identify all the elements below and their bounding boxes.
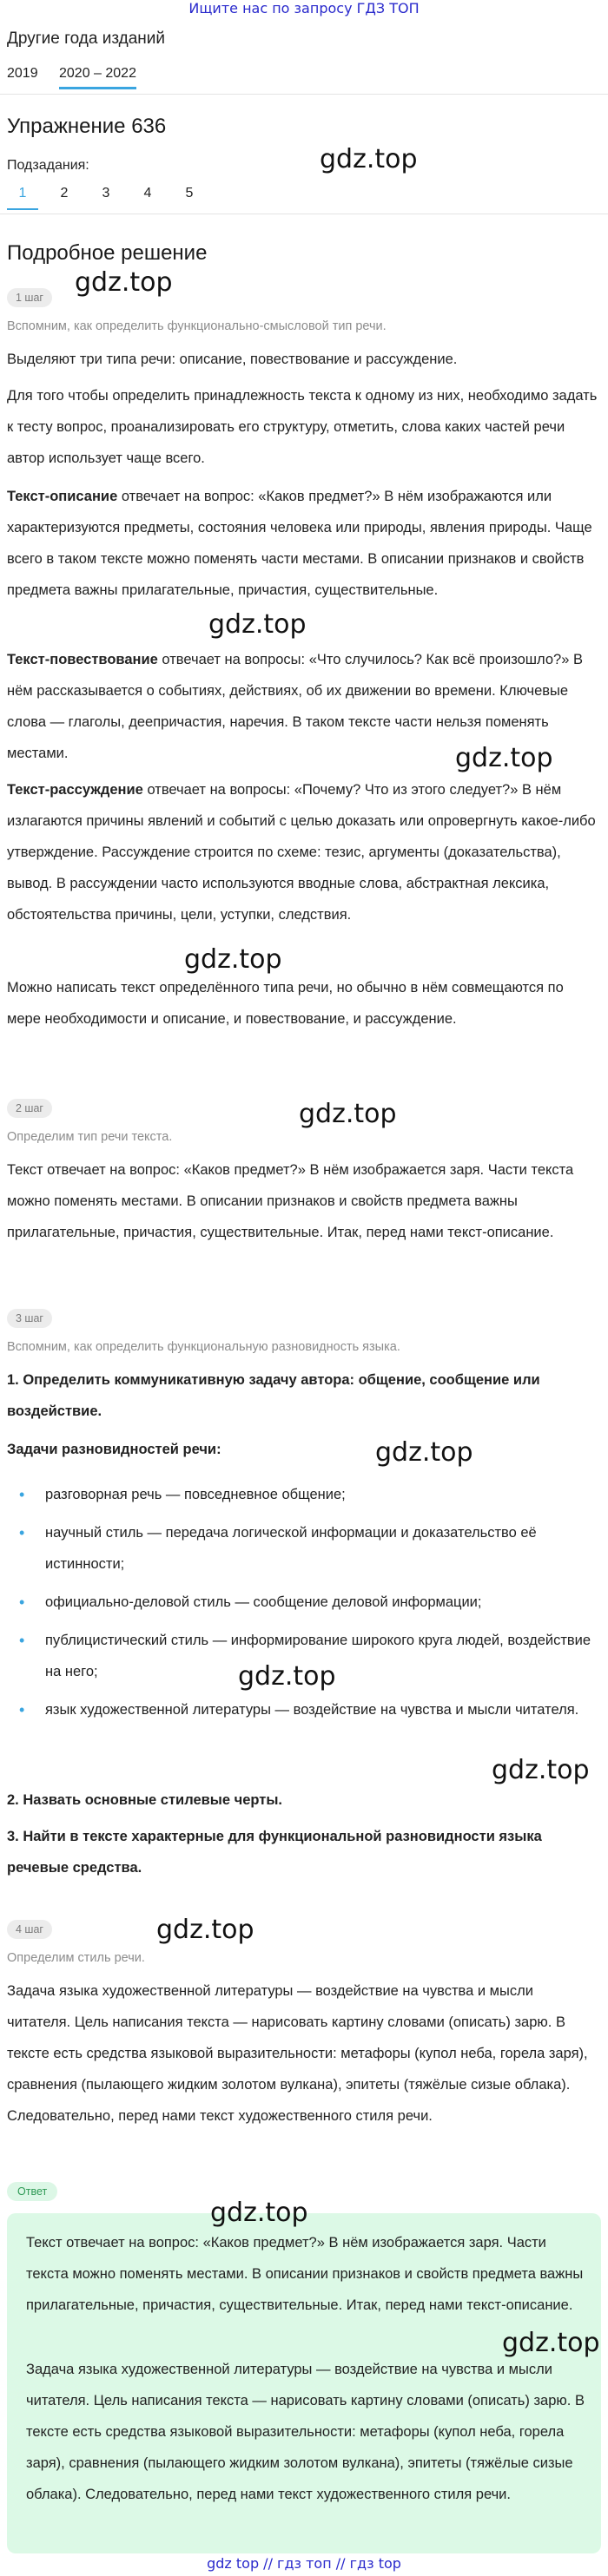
step-paragraph: 2. Назвать основные стилевые черты.: [7, 1792, 283, 1808]
list-item: [14, 1479, 596, 1510]
bullet-icon: •: [19, 1524, 25, 1541]
term-description: Текст-описание: [7, 489, 118, 504]
subtask-tab-5[interactable]: 5: [185, 186, 194, 200]
watermark: gdz.top: [455, 743, 553, 773]
step-paragraph: Задача языка художественной литературы — воздействие на чувства и мысли читателя. Цель написания текста — нарисовать картину словами (описать) зарю. В тексте есть средства языковой выразительности: метафоры (купол неба, горела заря), сравнения (пылающего жидким золотом вулкана), эпитеты (тяжёлые сизые облака). Следовательно, перед нами текст художественного стиля речи.: [7, 1983, 588, 2124]
year-tab-2020-2022[interactable]: 2020 – 2022: [59, 64, 136, 89]
answer-paragraph: Текст отвечает на вопрос: «Каков предмет?» В нём изображается заря. Части текста можно поменять местами. В описании признаков и свойств предмета важны прилагательные, причастия, существительные. Итак, перед нами текст-описание.: [26, 2235, 584, 2313]
step-paragraph: Для того чтобы определить принадлежность текста к одному из них, необходимо задать к тесту вопрос, проанализировать его структуру, отметить, слова каких частей речи автор использует чаще всего.: [7, 388, 598, 466]
step-badge: 1 шаг: [7, 288, 52, 307]
subtask-tab-2[interactable]: 2: [60, 186, 69, 200]
term-text: отвечает на вопросы: «Почему? Что из этого следует?» В нём излагаются причины явлений и событий с целью доказать или опровергнуть какое-либо утверждение. Рассуждение строится по схеме: тезис, аргументы (доказательства), вывод. В рассуждении часто используются вводные слова, абстрактная лексика, обстоятельства причины, цели, уступки, следствия.: [7, 782, 596, 923]
watermark: gdz.top: [156, 1915, 254, 1945]
step-paragraph: Выделяют три типа речи: описание, повествование и рассуждение.: [7, 352, 458, 367]
watermark: gdz.top: [375, 1437, 473, 1468]
subtask-tab-4[interactable]: 4: [143, 186, 152, 200]
list-item-text: публицистический стиль — информирование широкого круга людей, воздействие на него;: [45, 1633, 591, 1679]
year-tab-2019[interactable]: 2019: [7, 66, 38, 81]
step-hint: Определим стиль речи.: [7, 1951, 145, 1965]
watermark: gdz.top: [75, 267, 173, 298]
watermark: gdz.top: [492, 1755, 590, 1785]
bullet-icon: •: [19, 1701, 25, 1718]
watermark: gdz.top: [210, 2198, 308, 2228]
term-reasoning: Текст-рассуждение: [7, 782, 143, 798]
step-badge: 3 шаг: [7, 1309, 52, 1328]
bullet-icon: •: [19, 1486, 25, 1503]
subtasks-label: Подзадания:: [7, 158, 89, 173]
watermark: gdz.top: [238, 1661, 336, 1692]
search-banner[interactable]: Ищите нас по запросу ГДЗ ТОП: [188, 0, 420, 16]
step-paragraph: 3. Найти в тексте характерные для функциональной разновидности языка речевые средства.: [7, 1829, 542, 1876]
watermark: gdz.top: [299, 1099, 397, 1129]
watermark: gdz.top: [320, 144, 418, 174]
watermark: gdz.top: [208, 609, 307, 640]
step-hint: Определим тип речи текста.: [7, 1130, 173, 1144]
step-paragraph: Текст отвечает на вопрос: «Каков предмет?» В нём изображается заря. Части текста можно поменять местами. В описании признаков и свойств предмета важны прилагательные, причастия, существительные. Итак, перед нами текст-описание.: [7, 1162, 574, 1240]
divider: [0, 94, 608, 95]
step-paragraph: Задачи разновидностей речи:: [7, 1442, 221, 1457]
step-hint: Вспомним, как определить функциональную разновидность языка.: [7, 1340, 400, 1354]
answer-badge: Ответ: [7, 2182, 57, 2201]
exercise-title: Упражнение 636: [7, 115, 167, 138]
step-hint: Вспомним, как определить функционально-смысловой тип речи.: [7, 319, 387, 333]
list-item-text: научный стиль — передача логической информации и доказательство её истинности;: [45, 1525, 537, 1572]
list-item: [14, 1587, 596, 1618]
years-tabs: [0, 61, 608, 92]
step-badge: 2 шаг: [7, 1099, 52, 1118]
list-item: [14, 1694, 596, 1725]
other-years-title: Другие года изданий: [7, 30, 165, 48]
answer-box: [7, 2213, 601, 2553]
watermark: gdz.top: [184, 944, 282, 975]
bullet-icon: •: [19, 1594, 25, 1611]
style-tasks-list: [14, 1479, 596, 1732]
step-badge: 4 шаг: [7, 1920, 52, 1939]
answer-paragraph: Задача языка художественной литературы — воздействие на чувства и мысли читателя. Цель написания текста — нарисовать картину словами (описать) зарю. В тексте есть средства языковой выразительности: метафоры (купол неба, горела заря), сравнения (пылающего жидким золотом вулкана), эпитеты (тяжёлые сизые облака). Следовательно, перед нами текст художественного стиля речи.: [26, 2362, 585, 2502]
step-paragraph: 1. Определить коммуникативную задачу автора: общение, сообщение или воздействие.: [7, 1372, 540, 1419]
list-item-text: официально-деловой стиль — сообщение деловой информации;: [45, 1594, 482, 1610]
subtasks-tabs: [0, 182, 608, 214]
subtask-tab-1[interactable]: 1: [7, 186, 38, 210]
list-item-text: язык художественной литературы — воздействие на чувства и мысли читателя.: [45, 1702, 579, 1718]
bullet-icon: •: [19, 1632, 25, 1649]
term-text: отвечает на вопрос: «Каков предмет?» В нём изображаются или характеризуются предметы, состояния человека или природы, явления природы. Чаще всего в таком тексте можно поменять части местами. В описании признаков и свойств предмета важны прилагательные, причастия, существительные.: [7, 489, 592, 598]
watermark: gdz.top: [502, 2328, 600, 2358]
term-text: отвечает на вопросы: «Что случилось? Как всё произошло?» В нём рассказывается о событиях, действиях, об их движении во времени. Ключевые слова — глаголы, деепричастия, наречия. В таком тексте части нельзя поменять местами.: [7, 652, 583, 761]
subtask-tab-3[interactable]: 3: [102, 186, 110, 200]
step-paragraph: [7, 774, 599, 930]
term-narration: Текст-повествование: [7, 652, 158, 667]
step-paragraph: Можно написать текст определённого типа речи, но обычно в нём совмещаются по мере необходимости и описание, и повествование, и рассуждение.: [7, 980, 564, 1027]
solution-title: Подробное решение: [7, 241, 208, 265]
list-item: [14, 1517, 596, 1580]
step-paragraph: [7, 481, 599, 606]
footer-links[interactable]: gdz top // гдз топ // гдз top: [207, 2555, 401, 2572]
list-item-text: разговорная речь — повседневное общение;: [45, 1487, 346, 1502]
